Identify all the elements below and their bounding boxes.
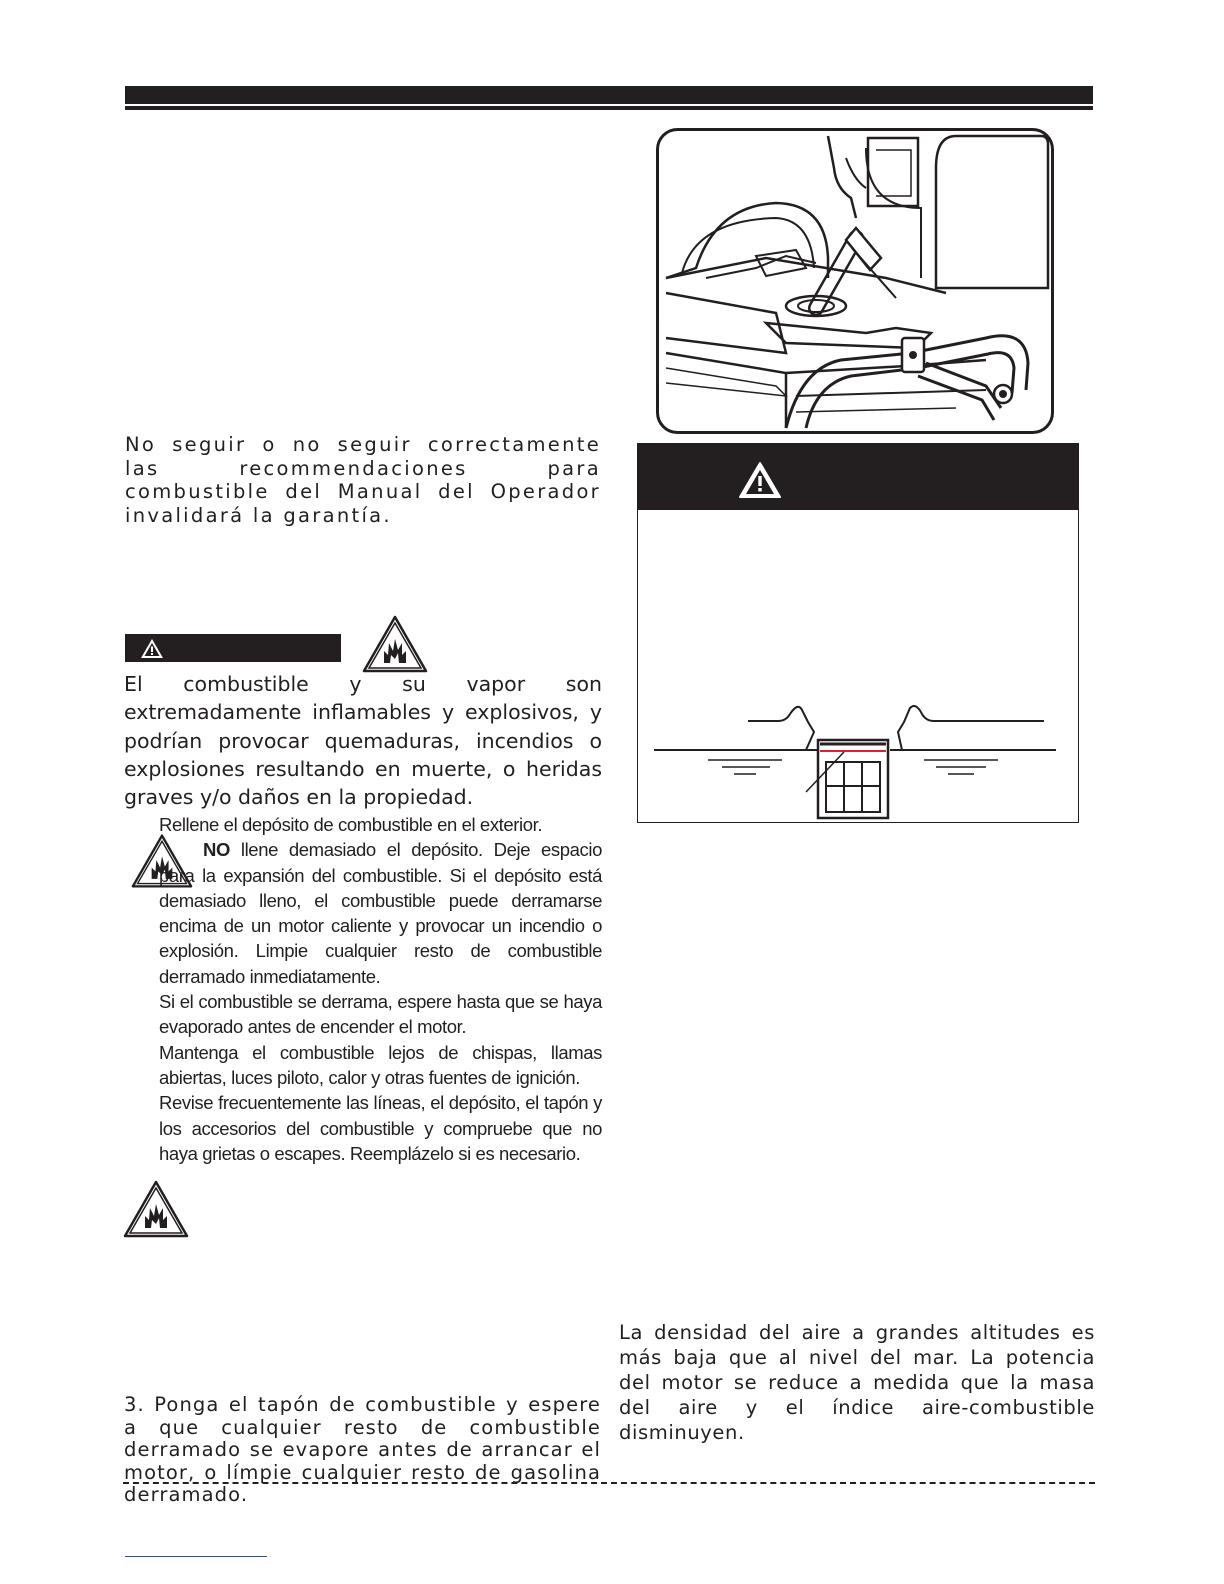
fire-warning-inspect: Revise frecuentemente las líneas, el depósito, el tapón y los accesorios del combustible y compruebe que no haya grietas o escapes. Reemplázelo si es necesario. [159, 1092, 602, 1164]
section-divider [123, 1482, 1095, 1484]
fuel-warranty-text: No seguir o no seguir correctamente las recommendaciones para combustible del Manual del Operador invalidará la garantía. [125, 433, 601, 527]
no-emphasis: NO [203, 839, 230, 861]
warning-triangle-icon [738, 461, 782, 503]
step-3-text: 3. Ponga el tapón de combustible y espere a que cualquier resto de combustible derramado se evapore antes de arrancar el motor, o límpie cualquier resto de gasolina derramado. [124, 1393, 601, 1506]
danger-label [125, 634, 341, 662]
fire-warning-spill: Si el combustible se derrama, espere hasta que se haya evaporado antes de encender el motor. [159, 991, 602, 1038]
fuel-level-diagram [652, 700, 1062, 822]
header-bar [125, 86, 1093, 104]
altitude-text: La densidad del aire a grandes altitudes es más baja que al nivel del mar. La potencia del motor se reduce a medida que la masa del aire y el índice aire-combustible disminuyen. [619, 1321, 1095, 1444]
fuel-level-warning-box [637, 443, 1079, 823]
warning-triangle-icon [140, 638, 164, 663]
danger-text: El combustible y su vapor son extremadamente inflamables y explosivos, y podrían provocar quemaduras, incendios o explosiones resultando en muerte, o heridas graves y/o daños en la propiedad. [124, 672, 602, 810]
fire-warning-line1: Rellene el depósito de combustible en el exterior. [159, 814, 543, 835]
fire-warning-text [159, 812, 602, 1166]
fire-hazard-icon [362, 615, 428, 677]
fire-hazard-icon [123, 1180, 189, 1242]
fire-warning-rest: llene demasiado el depósito. Deje espacio para la expansión del combustible. Si el depósito está demasiado lleno, el combustible puede derramarse encima de un motor caliente y provocar un incendio o explosión. Limpie cualquier resto de combustible derramado inmediatamente. [159, 839, 603, 987]
warning-header [638, 444, 1078, 510]
header-rule [125, 106, 1093, 110]
fire-warning-no-fill [159, 837, 602, 989]
fire-warning-ignition: Mantenga el combustible lejos de chispas, llamas abiertas, luces piloto, calor y otras fuentes de ignición. [159, 1041, 602, 1088]
footer-rule [125, 1556, 267, 1557]
fuel-filling-illustration [656, 128, 1054, 434]
